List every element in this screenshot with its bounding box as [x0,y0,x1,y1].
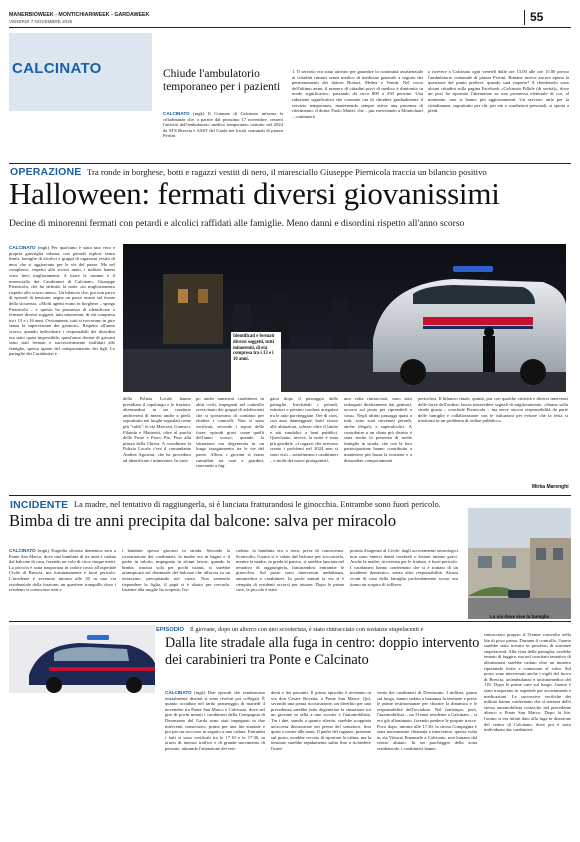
episodio-title: Dalla lite stradale alla fuga in centro: doppio intervento dei carabinieri tra Ponte e Calcinato [165,635,480,668]
carabinieri-photo [123,244,566,392]
episodio-col-4: rintracciato proprio il 31enne coinvolto nella lite di poco prima. Durante il controllo, l'uomo sarebbe stato trovato in possesso di sostanze stupefacenti. Alla vista della pattuglia, avrebbe tentato di fuggire, ma nel concitato tentativo di allontanarsi sarebbe caduto oltre un muretto riportando ferite e contusioni al volto. Sul posto sono intervenuti anche i vigili del fuoco di Brescia, un'ambulanza e un'automedica del 118. Dopo le prime cure sul luogo, l'uomo è stato trasportato in ospedale per accertamenti e medicazioni. Le successive verifiche dei militari hanno confermato che si trattava dello stesso automobilista coinvolto nel precedente alterco a Ponte San Marco. Dopo la lite, l'uomo si era infatti dato alla fuga in direzione del centro di Calcinato, dove poi è stato individuato dai carabinieri. [484,632,571,733]
incidente-col-3: caduto: la bambina era a terra, priva di conoscenza. Sconvolto, l'uomo si è calato dal balcone per soccorrerla, mentre la madre, in preda al panico, si sarebbe lanciata nel tentativo di raggiungerla, fratturandosi entrambe le ginocchia. Sul posto sono intervenuti ambulanza, automedica e carabinieri. In pochi minuti la via si è riempita di residenti accorsi per aiutare. Dopo le prime cure, la piccola è stata [236,548,344,593]
halloween-col-5: una volta rintracciati, sono stati redarguiti direttamente dai genitori, accorsi sul posto per riprenderli a casa». Negli ultimi passaggi quasi a tutti, sono stati rinvenuti petardi, anche illegali, e superalcolici. A contribuire a un clima più disteso è stata anche la presenza di molte famiglie in strada, che con la loro partecipazione hanno contribuito a mantenere più bassa la tensione e a dissuadere comportamenti [344,396,412,463]
incidente-col-1: CALCINATO (mgk) Tragedia sfiorata domenica sera a Ponte San Marco, dove una bambina di tre anni è caduta dal balcone di casa, facendo un volo di circa cinque metri. La piccola è stata trasportata in codice rosso all'ospedale Civile di Brescia, ma fortunatamente è fuori pericolo. L'incidente è avvenuto intorno alle 20 in una via residenziale della frazione, un quartiere tranquillo dove i residenti si conoscono tutti e [9,548,116,593]
ambulatorio-col-3: a ricevere a Calcinato ogni venerdì dalle ore 13.00 alle ore 15.00 presso l'ambulatorio comunale di piazza Pertini. Rimane invece ancora aperta la questione del punto prelievi: quando sarà riaperto? A chiederselo sono alcuni cittadini sulla pagina Facebook «Calcinato Pillole (di verità)», dove un post ha riportato l'attenzione su una promessa elettorale di cui, al momento, non si hanno più aggiornamenti. Un servizio utile per la cittadinanza, soprattutto per chi, per età o condizioni personali, si sposta a piedi. [428,69,569,114]
halloween-col-6: pericolosi. Il bilancio finale, quindi, pur con qualche criticità e diversi interventi delle forze dell'ordine, lascia intravedere segnali di miglioramento. «Siamo sulla strada giusta – conclude Piernicola – ma serve ancora responsabilità da parte delle famiglie e collaborazione con le istituzioni per evitare che la festa si trasformi in un problema di ordine pubblico». [418,396,568,424]
ambulatorio-col-2: 1. Il servizio era stato attivato per garantire la continuità assistenziale ai cittadini rimasti senza medico di medicina generale a seguito dei pensionamenti dei dottori Botturi, Medea e Venuti. Nel corso dell'ultimo anno, il numero di cittadini privi di medico è diminuito in modo significativo, passando da circa 800 a 250 persone. Una riduzione significativa che consente ora di chiudere gradualmente il servizio temporaneo, mantenendo sempre attiva una presenza di riferimento: il dottor Paolo Mattei, che – pur esercitando a Montichiari – continuerà [292,69,423,119]
carabinieri-night-scene [123,244,566,392]
halloween-col-4: garsi dopo il passaggio delle pattuglie. Inevitabili i petardi, estintori e persino rotoloni arrigolati tra le auto parcheggiate. Ore di caos, con auto danneggiate, botti vicino alle abitazioni, schizzi oltre il limite e atti vandalici a beni pubblici. Quest'anno, invece, la notte è stata più gestibile. «I ragazzi che avevano creato i problemi nel 2024 non si sono visti – sottolineano i carabinieri – e molti dei nuovi protagonisti, [270,396,338,463]
halloween-col-2: della Polizia Locale hanno presidiato il capoluogo e le frazioni, alternandosi in un continuo andirivieni di mezzi anche a piedi, soprattutto nei luoghi segnalati come più "caldi": le vie Marconi, Gramsci, Filanda e Matteotti, oltre al parchi delle Poste e Parco Pio. Fino alla piazza della Chiesa. A coordinare la Polizia Locale c'era il comandante Andrea Agostini, che ha proceduto ad identificare i minorenni. In cam- [123,396,191,463]
page-number: 55 [530,10,544,24]
incidente-photo-caption: La via dove vive la famiglia [490,614,549,619]
episodio-col-3: vento dei carabinieri di Desenzano. I militari, giunti sul luogo, hanno sedato a bastanza la tensione e preso le prime testimonianze per chiarire la dinamica e le responsabilità dell'accaduto. Nel frattempo, però, l'automobilista – un 31enne residente a Calcinato – si era già allontanato, facendo perdere le proprie tracce. Poco dopo, intorno alle 17.30, la stessa Compagnia è stata nuovamente chiamata a intervenire, questa volta in via Vittorio Emanuele a Calcinato, non lontano dal centro abitato. In un parcheggio della zona residenziale, i carabinieri hanno [377,690,477,751]
ambulatorio-col-1: CALCINATO (mgk) Il Comune di Calcinato informa la cittadinanza che, a partire dal prossimo 17 novembre, cesserà l'attività dell'ambulatorio medico temporaneo istituito nel 2024 da ATS Brescia e ASST del Garda nei locali comunali di piazza Pertini [163,111,283,139]
police-car-photo [9,625,155,693]
episodio-col-2: denti e dei passanti. Il primo episodio è avvenuto in via don Cesare Rovetta, a Ponte San Marco. Qui, secondo una prima ricostruzione, un diverbio per una precedenza sarebbe fatto degenerare la situazione tra un giovane in sella a uno scooter e l'automobilista. Tra i due, stando a quanto riferito, sarebbe scoppiata un'accesa discussione nei pressi del semaforo, fino quasi a venire alle mani. Il padre del ragazzo, presente sul posto, avrebbe cercato di riportare la calma, ma la tensione sarebbe rapidamente salita fino a richiedere l'inter- [271,690,371,751]
kicker-incidente: INCIDENTE [10,499,69,511]
residential-street [468,508,571,619]
section-calcinato: CALCINATO [12,60,102,77]
halloween-col-3: po anche numerosi carabinieri in abiti civili, impegnati nel controllo ravvicinato dei gruppi di adolescenti che si spostavano di continuo per eludere i controlli. Non si sono verificati, secondo i report delle forze, episodi gravi come quelli dell'anno scorso, quando la situazione era degenerata in un lungo inseguimento tra le vie del paese. Allora, i giovani si erano camuffati tra case e giardini, riuscendo a fug- [196,396,264,469]
kicker-episodio: EPISODIO [156,627,185,633]
halloween-overline: Tra ronde in borghese, botti e ragazzi vestiti di nero, il maresciallo Giuseppe Piernicola traccia un bilancio positivo [87,167,487,177]
issue-date: VENERDÌ 7 NOVEMBRE 2025 [9,19,73,24]
masthead: MANERBIOWEEK - MONTICHIARIWEEK - GARDAWEEK [9,12,150,18]
halloween-photo-caption: Identificati e fermati diversi soggetti, tutti minorenni, di età compresa tra i 13 e i 16 anni. [233,334,275,363]
halloween-author: Mirka Marenghi [532,484,569,490]
incidente-col-4: portata d'urgenza al Civile: dagli accertamenti neurologici non sono emersi danni cerebrali o lesioni interne gravi. Anche la madre, ricoverata per le fratture, è fuori pericolo. I carabinieri hanno confermato che si è trattato di un incidente domestico, senza altre responsabilità. Alcuni vicini di casa della famiglia profondamente scossi ora tirano un sospiro di sollievo. [350,548,458,587]
incidente-overline: La madre, nel tentativo di raggiungerla, si è lanciata fratturandosi le ginocchia. Entrambe sono fuori pericolo. [74,500,441,509]
carabinieri-car [9,625,155,693]
incidente-title: Bimba di tre anni precipita dal balcone: salva per miracolo [9,511,397,530]
kicker-operazione: OPERAZIONE [10,166,82,178]
episodio-overline: Il giovane, dopo un alterco con uno scooterista, è stato rintracciato con sostanze stupefacenti e [190,626,424,633]
halloween-subtitle: Decine di minorenni fermati con petardi e alcolici raffidati alle famiglie. Meno danni e disordini rispetto all'anno scorso [9,219,465,229]
episodio-col-1: CALCINATO (mgk) Due episodi che sembravano inizialmente distinti si sono rivelati poi collegati. È quanto accaduto nel tardo pomeriggio di martedì 4 novembre tra Ponte San Marco e Calcinato, dove nel giro di pochi minuti i carabinieri della Compagnia di Desenzano del Garda sono stati impegnati in due interventi consecutivi, prima per una lite stradale e poi per un soccorso in seguito a una caduta. Entrambi i fatti si sono verificati tra le 17.10 e le 17.30, in orario di intenso traffico e di grande movimento di persone, attirando l'attenzione dei resi- [165,690,265,751]
street-photo [468,508,571,619]
incidente-col-2: i bambini spesso giocano in strada. Secondo la ricostruzione dei carabinieri, la madre era in bagno e il padre in salotto, impegnato in alcuni lavori, quando la bimba, rimasta sola per pochi istanti, si sarebbe arrampicata sul davanzale del balcone che affaccia su un terrazzino, precipitando nel vuoto. Non sentendo rispondere la figlia, il papà si è alzato per cercarla. Insieme alla moglie ha scoperto l'ac- [122,548,230,593]
ambulatorio-title: Chiude l'ambulatorio temporaneo per i pazienti [163,68,281,93]
halloween-title: Halloween: fermati diversi giovanissimi [9,176,500,211]
halloween-col-1: CALCINATO (mgk) Per qualcuno è stata una vera e propria guerriglia urbana, con petardi esplosi senza limiti, bottiglie di alcolici e gruppi di ragazzini vestiti di nero che si aggiravano per le vie del paese. Ma nel complesso, rispetto allo scorso anno, i militari hanno visto lievi miglioramenti. A tirare le somme è il maresciallo dei Carabinieri di Calcinato, Giuseppe Piernicola, che ha definito la notte «in miglioramento rispetto allo scorso anno». Un bilancio che, pur non privo di episodi di tensione, segna un passo avanti sul fronte della sicurezza. «Molti agenti erano in borghese – spiega Piernicola – e questo ha permesso di identificare e fermare diversi soggetti, tutti minorenni, di età compresa tra i 13 e i 16 anni. Ovviamente, tutti si trovavano in giro senza la supervisione dei genitori». Rispetto all'anno scorso, quando individuare i responsabili dei disordini era stato quasi impossibile, quest'anno decine di giovani sono stati fermati e successivamente riaffidati alle famiglie, spesso ignare del comportamento dei figli. Le pattuglie dei Carabinieri e [9,245,115,357]
